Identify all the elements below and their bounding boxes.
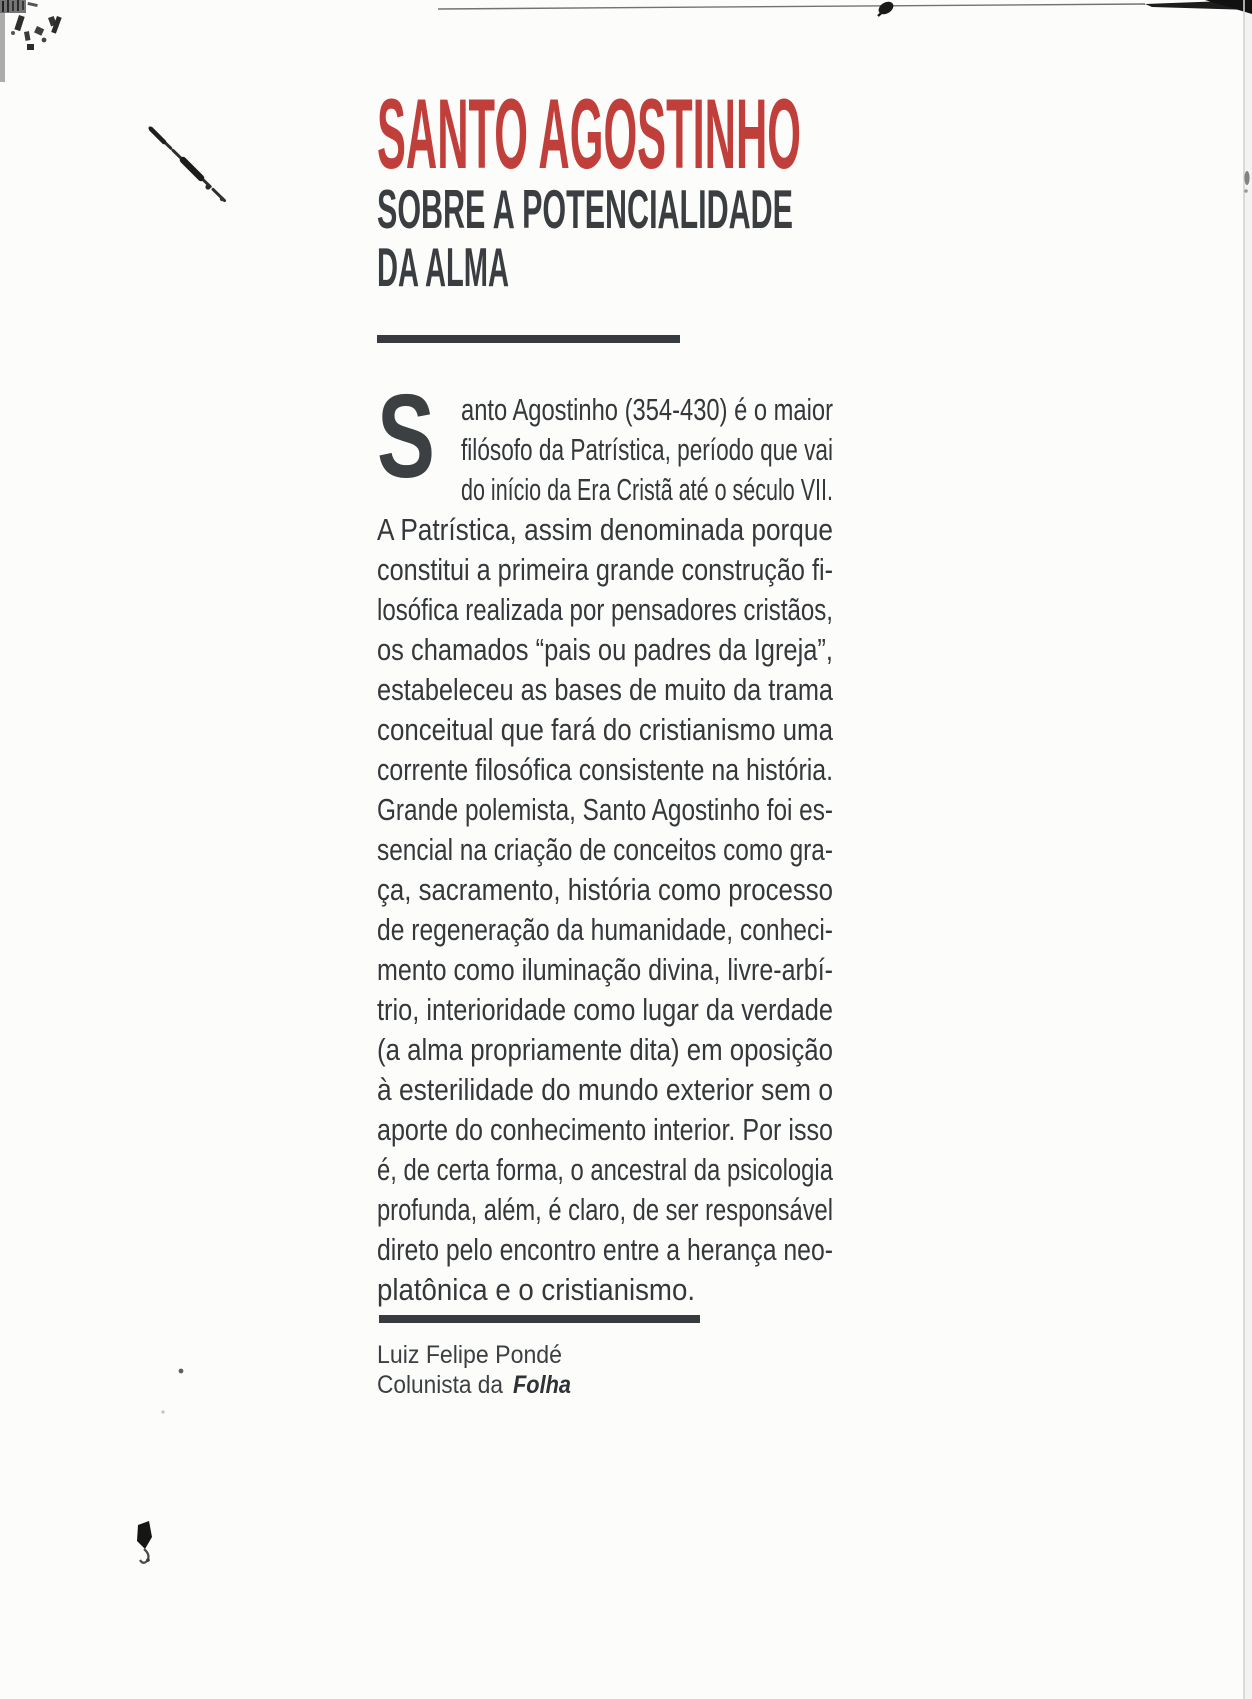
- body-line: Grande polemista, Santo Agostinho foi es-: [377, 793, 833, 827]
- page-subtitle-block: [377, 178, 807, 298]
- body-line: profunda, além, é claro, de ser responsável: [377, 1193, 833, 1227]
- body-line: de regeneração da humanidade, conheci-: [377, 913, 833, 947]
- subtitle-line-1: SOBRE A POTENCIALIDADE: [377, 178, 793, 240]
- publication-name: Folha: [513, 1371, 572, 1399]
- body-line: é, de certa forma, o ancestral da psicologia: [377, 1153, 834, 1187]
- body-line: aporte do conhecimento interior. Por isso: [377, 1113, 833, 1147]
- body-line: constitui a primeira grande construção fi-: [377, 553, 833, 587]
- body-text: [377, 391, 833, 1321]
- scanner-edge: [438, 0, 1252, 17]
- body-line: anto Agostinho (354-430) é o maior: [461, 393, 833, 427]
- author-name: Luiz Felipe Pondé: [377, 1341, 562, 1369]
- body-line: (a alma propriamente dita) em oposição: [377, 1033, 833, 1067]
- body-line: corrente filosófica consistente na história.: [377, 753, 833, 787]
- subtitle-line-2: DA ALMA: [377, 236, 509, 298]
- body-line: ça, sacramento, história como processo: [377, 873, 833, 907]
- page-title-block: [377, 78, 807, 189]
- corner-debris: [0, 0, 62, 82]
- page-title: SANTO AGOSTINHO: [377, 78, 801, 189]
- page-edge-strip: [1245, 0, 1252, 1699]
- scratch-mark: [150, 128, 226, 202]
- footer-rule: [379, 1315, 700, 1323]
- body-line: sencial na criação de conceitos como gra-: [377, 833, 833, 867]
- drop-cap: S: [377, 370, 435, 503]
- body-line: direto pelo encontro entre a herança neo-: [377, 1233, 833, 1267]
- body-line: trio, interioridade como lugar da verdade: [377, 993, 833, 1027]
- body-line: filósofo da Patrística, período que vai: [461, 433, 833, 467]
- author-role: Colunista da: [377, 1371, 504, 1399]
- body-line: estabeleceu as bases de muito da trama: [377, 673, 834, 707]
- body-line: losófica realizada por pensadores cristãos,: [377, 593, 833, 627]
- credits-block: [377, 1340, 657, 1410]
- body-line: do início da Era Cristã até o século VII.: [461, 473, 833, 507]
- body-line: A Patrística, assim denominada porque: [377, 513, 833, 547]
- title-rule: [377, 335, 680, 343]
- ink-blot: [137, 1521, 152, 1549]
- body-line: os chamados “pais ou padres da Igreja”,: [377, 633, 833, 667]
- body-line: mento como iluminação divina, livre-arbí-: [377, 953, 833, 987]
- ink-specks: [137, 1369, 183, 1563]
- body-line: platônica e o cristianismo.: [377, 1273, 695, 1307]
- body-line: conceitual que fará do cristianismo uma: [377, 713, 834, 747]
- body-line: à esterilidade do mundo exterior sem o: [377, 1073, 833, 1107]
